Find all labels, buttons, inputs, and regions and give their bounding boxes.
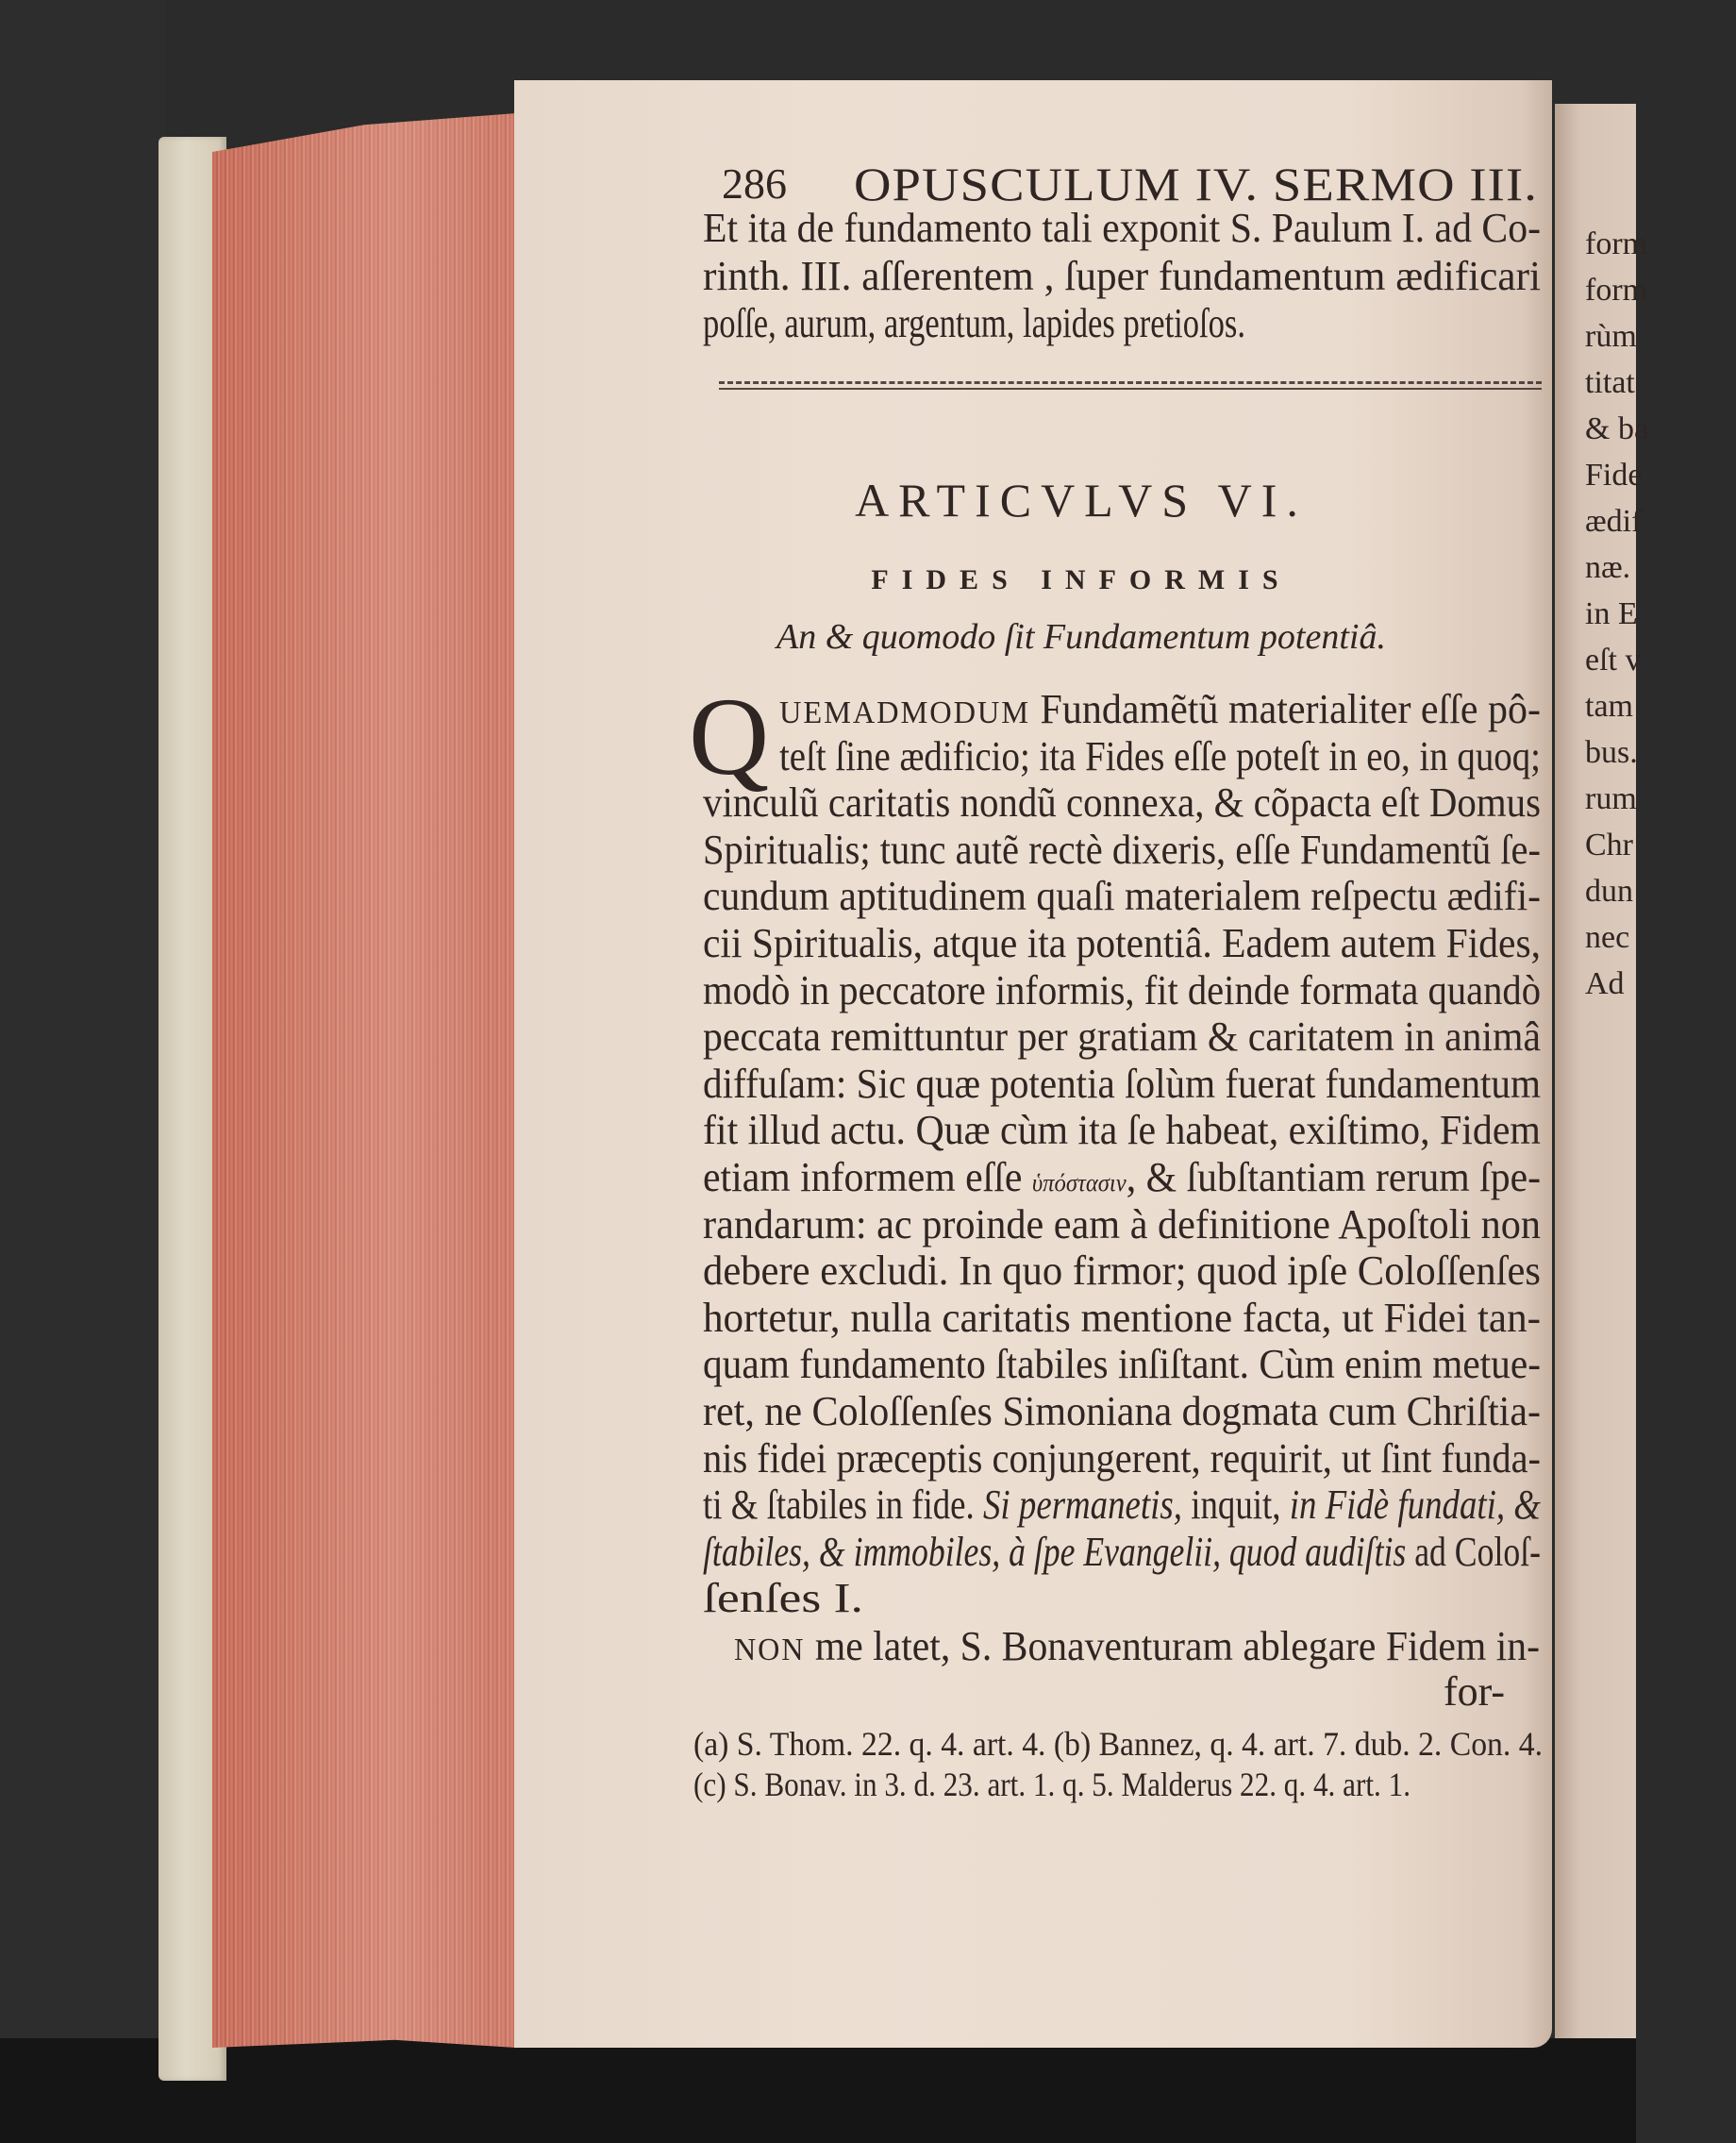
body-line — [703, 1247, 1567, 1295]
line-text: randarum: ac proinde eam à definitione Apoſtoli non — [703, 1200, 1541, 1247]
body-line — [703, 1388, 1580, 1434]
line-text: hortetur, nulla caritatis mentione facta, ut Fidei tan- — [703, 1294, 1541, 1341]
body-line — [703, 1060, 1599, 1107]
article-question: An & quomodo ſit Fundamentum potentiâ. — [776, 617, 1386, 657]
drop-cap: Q — [689, 675, 770, 798]
running-title: OPUSCULUM IV. SERMO III. — [854, 158, 1538, 210]
facing-page-line: rùm — [1585, 319, 1637, 354]
facing-page-line: ædif — [1585, 504, 1643, 539]
body-line — [703, 1528, 1736, 1575]
body-line — [703, 873, 1590, 920]
article-title: ARTICVLVS VI. — [855, 474, 1308, 527]
line-text: fit illud actu. Quæ cùm ita ſe habeat, exiſtimo, Fidem — [703, 1107, 1541, 1154]
intro-line: poſſe, aurum, argentum, lapides pretioſos. — [703, 300, 1245, 346]
fore-edge-highlight — [212, 113, 516, 2048]
line-text: nis fidei præceptis conjungerent, requirit, ut ſint funda- — [703, 1434, 1541, 1482]
small-caps-word: UEMADMODUM — [779, 695, 1031, 730]
facing-page-line: rum — [1585, 781, 1637, 816]
small-caps-word: NON — [734, 1632, 806, 1667]
background — [0, 0, 165, 2143]
facing-page-line: in E — [1585, 596, 1638, 631]
footnote: (a) S. Thom. 22. q. 4. art. 4. (b) Bannez, q. 4. art. 7. dub. 2. Con. 4. — [693, 1725, 1543, 1763]
body-line — [703, 920, 1591, 966]
facing-page-line: & ba — [1585, 411, 1649, 446]
section-rule — [719, 381, 1542, 390]
body-line — [703, 1013, 1587, 1061]
page-number: 286 — [722, 159, 787, 208]
body-line — [703, 779, 1605, 827]
line-text: modò in peccatore informis, fit deinde formata quandò — [703, 966, 1541, 1013]
facing-page-line: eſt v — [1585, 643, 1642, 678]
footnote: (c) S. Bonav. in 3. d. 23. art. 1. q. 5. Malderus 22. q. 4. art. 1. — [693, 1766, 1410, 1803]
paragraph-2-line — [734, 1623, 1585, 1669]
italic-quote: ſtabiles, & immobiles, à ſpe Evangelii, quod audiſtis — [703, 1528, 1407, 1575]
body-line — [779, 732, 1641, 779]
facing-page-line: Fide — [1585, 458, 1643, 493]
italic-quote: in Fidè fundati, & — [1289, 1482, 1541, 1529]
line-text: debere excludi. In quo firmor; quod ipſe Coloſſenſes — [703, 1247, 1541, 1295]
line-text: cundum aptitudinem quaſi materialem reſpectu ædifi- — [703, 873, 1541, 920]
body-line — [703, 1482, 1703, 1529]
article-subtitle: FIDES INFORMIS — [871, 564, 1292, 595]
facing-page-line: næ. — [1585, 550, 1631, 585]
line-text: teſt ſine ædificio; ita Fides eſſe poteſt in eo, in quoq; — [779, 732, 1541, 779]
line-text: quam fundamento ſtabiles inſiſtant. Cùm enim metue- — [703, 1341, 1541, 1388]
facing-page-line: titat — [1585, 365, 1635, 400]
facing-page-line: Chr — [1585, 828, 1633, 862]
facing-page-line: dun — [1585, 874, 1633, 909]
line-text: me latet, S. Bonaventuram ablegare Fidem in- — [805, 1623, 1540, 1669]
facing-page-line: form — [1585, 273, 1648, 308]
facing-page-line: tam — [1585, 689, 1633, 724]
line-text: ad Coloſ- — [1406, 1528, 1541, 1575]
line-text: ret, ne Coloſſenſes Simoniana dogmata cum Chriſtia- — [703, 1388, 1541, 1434]
facing-page-line: nec — [1585, 920, 1630, 955]
facing-page-line: Ad — [1585, 966, 1625, 1001]
line-text: cii Spiritualis, atque ita potentiâ. Eadem autem Fides, — [703, 920, 1541, 966]
body-line — [703, 1575, 863, 1622]
facing-page-line: form — [1585, 226, 1648, 261]
body-line — [703, 1154, 1586, 1200]
intro-line: rinth. III. aſſerentem , ſuper fundamentum ædificari — [703, 252, 1541, 299]
line-text: etiam informem eſſe — [703, 1154, 1032, 1200]
catchword: for- — [1444, 1668, 1506, 1715]
body-line — [703, 966, 1611, 1013]
body-line — [703, 1294, 1558, 1341]
italic-quote: Si permanetis, — [982, 1482, 1182, 1529]
line-text: vinculũ caritatis nondũ connexa, & cõpacta eſt Domus — [703, 779, 1541, 827]
line-text: ſenſes I. — [703, 1575, 863, 1622]
greek-word: ὑπόστασιν — [1031, 1169, 1127, 1197]
line-text: peccata remittuntur per gratiam & caritatem in animâ — [703, 1013, 1541, 1061]
line-text: inquit, — [1181, 1482, 1290, 1529]
facing-page-line: bus. — [1585, 735, 1638, 770]
body-line — [703, 826, 1613, 873]
intro-line: Et ita de fundamento tali exponit S. Paulum I. ad Co- — [703, 205, 1541, 251]
body-line — [703, 1341, 1594, 1388]
body-line — [703, 1107, 1584, 1154]
table-shadow — [0, 2038, 1636, 2143]
body-line — [779, 686, 1577, 732]
line-text: ti & ſtabiles in fide. — [703, 1482, 983, 1529]
body-line — [703, 1434, 1615, 1482]
body-line — [703, 1200, 1576, 1247]
line-text: , & ſubſtantiam rerum ſpe- — [1126, 1154, 1541, 1200]
line-text: diffuſam: Sic quæ potentia ſolùm fuerat fundamentum — [703, 1060, 1541, 1107]
line-text: Spiritualis; tunc autẽ rectè dixeris, eſſe Fundamentũ ſe- — [703, 826, 1541, 873]
line-text: Fundamẽtũ materialiter eſſe pô- — [1040, 686, 1541, 732]
